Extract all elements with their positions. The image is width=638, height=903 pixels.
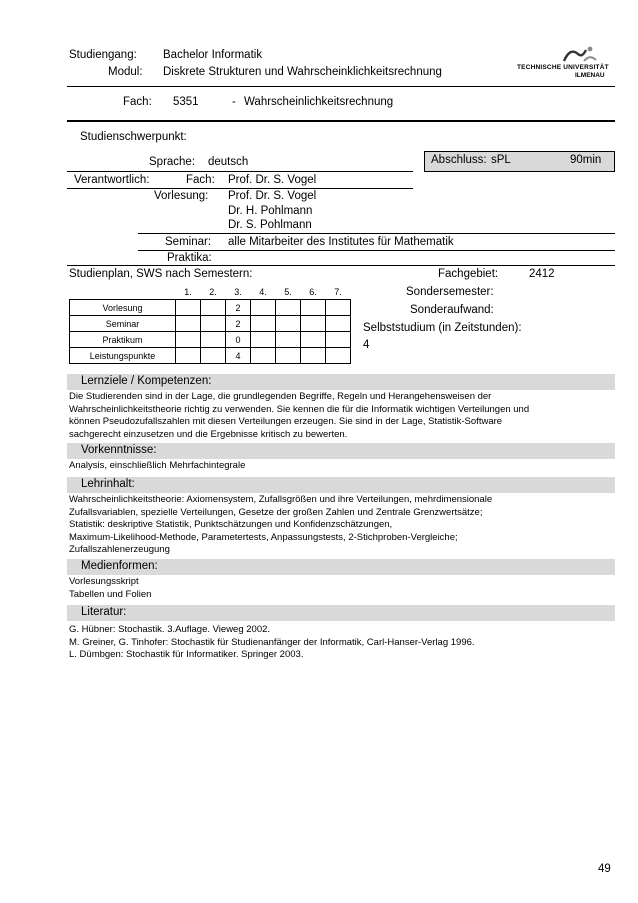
lehrinhalt-line: Statistik: deskriptive Statistik, Punktschätzungen und Konfidenzschätzungen,: [69, 519, 393, 530]
sws-cell: [251, 348, 276, 364]
sws-row-label: Seminar: [70, 316, 176, 332]
literatur-text: [69, 624, 475, 662]
lernziele-line: können Pseudozufallszahlen mit diesen Verteilungen erzeugen. Sie sind in der Lage, Statistik-Software: [69, 416, 503, 427]
sws-row-vorlesung: [70, 300, 351, 316]
medienformen-line: Vorlesungsskript: [69, 576, 139, 587]
fach-divider: [67, 120, 615, 122]
lehrinhalt-line: Zufallsvariablen, spezielle Verteilungen, Gesetze der großen Zahlen und Zentrale Grenzwertsätze;: [69, 506, 483, 518]
abschluss-duration: 90min: [570, 154, 602, 166]
sws-cell: [326, 332, 351, 348]
fach-dash: -: [232, 96, 236, 108]
verantwortlich-underline: [67, 188, 413, 189]
sws-sem-6: 6.: [301, 284, 326, 300]
lernziele-header: [67, 374, 615, 390]
sws-cell: [276, 332, 301, 348]
sws-cell: [251, 316, 276, 332]
sws-cell: [301, 332, 326, 348]
abschluss-box: [424, 151, 615, 172]
modul-value: Diskrete Strukturen und Wahrscheinklichkeitsrechnung: [163, 66, 442, 78]
seminar-value: alle Mitarbeiter des Institutes für Mathematik: [228, 236, 454, 248]
sws-cell: 2: [226, 300, 251, 316]
lehrinhalt-line: Wahrscheinlichkeitstheorie: Axiomensystem, Zufallsgrößen und ihre Verteilungen, mehrdimensionale: [69, 494, 493, 505]
logo-text-line2: ILMENAU: [575, 72, 605, 79]
lehrinhalt-line: Zufallszahlenerzeugung: [69, 544, 170, 555]
sws-cell: [301, 348, 326, 364]
sws-cell: 2: [226, 316, 251, 332]
praktika-label: Praktika:: [167, 252, 212, 264]
sws-cell: [201, 332, 226, 348]
seminar-label: Seminar:: [165, 236, 212, 248]
sws-cell: [276, 300, 301, 316]
sprache-underline: [67, 171, 413, 172]
vorkenntnisse-title: Vorkenntnisse:: [81, 444, 157, 456]
sws-row-leistungspunkte: [70, 348, 351, 364]
lehrinhalt-title: Lehrinhalt:: [81, 478, 135, 490]
sws-sem-3: 3.: [226, 284, 251, 300]
sws-cell: [276, 348, 301, 364]
literatur-line: M. Greiner, G. Tinhofer: Stochastik für Studienanfänger der Informatik, Carl-Hanser-Verlag 1996.: [69, 636, 475, 648]
sws-cell: [251, 332, 276, 348]
praktika-underline: [67, 265, 615, 266]
sws-cell: [276, 316, 301, 332]
sprache-value: deutsch: [208, 156, 249, 168]
studienplan-label: Studienplan, SWS nach Semestern:: [69, 268, 253, 280]
studiengang-label: Studiengang:: [69, 49, 137, 61]
vorlesung-underline: [138, 233, 615, 234]
medienformen-line: Tabellen und Folien: [69, 588, 152, 600]
sondersemester-label: Sondersemester:: [406, 286, 494, 298]
abschluss-label: Abschluss:: [431, 154, 487, 166]
logo-text-line1: TECHNISCHE UNIVERSITÄT: [517, 64, 609, 71]
sws-row-praktikum: [70, 332, 351, 348]
lernziele-title: Lernziele / Kompetenzen:: [81, 375, 212, 387]
fach-number: 5351: [173, 96, 199, 108]
sws-cell: [301, 316, 326, 332]
verantwortlich-fach-label: Fach:: [186, 174, 215, 186]
literatur-title: Literatur:: [81, 606, 127, 618]
lernziele-text: [69, 391, 529, 441]
vorlesung-lecturer-2: Dr. H. Pohlmann: [228, 205, 313, 217]
sws-cell: [251, 300, 276, 316]
sws-cell: [201, 316, 226, 332]
literatur-header: [67, 605, 615, 621]
sws-header-row: [70, 284, 351, 300]
sws-cell: [301, 300, 326, 316]
sws-row-label: Leistungspunkte: [70, 348, 176, 364]
sonderaufwand-label: Sonderaufwand:: [410, 304, 494, 316]
vorlesung-lecturer-3: Dr. S. Pohlmann: [228, 219, 312, 231]
sws-sem-2: 2.: [201, 284, 226, 300]
sws-cell: [176, 300, 201, 316]
fach-name: Wahrscheinlichkeitsrechnung: [244, 96, 394, 108]
sws-cell: [176, 316, 201, 332]
vorkenntnisse-line: Analysis, einschließlich Mehrfachintegrale: [69, 460, 246, 471]
modul-label: Modul:: [108, 66, 143, 78]
sws-cell: [326, 300, 351, 316]
vorlesung-lecturer-1: Prof. Dr. S. Vogel: [228, 190, 317, 202]
vorlesung-label: Vorlesung:: [154, 190, 209, 202]
sprache-label: Sprache:: [149, 156, 196, 168]
medienformen-text: [69, 576, 151, 601]
selbststudium-value: 4: [363, 339, 370, 351]
vorkenntnisse-text: [69, 460, 245, 473]
sws-cell: [201, 300, 226, 316]
fachgebiet-value: 2412: [529, 268, 555, 280]
verantwortlich-fach-value: Prof. Dr. S. Vogel: [228, 174, 317, 186]
literatur-line: L. Dümbgen: Stochastik für Informatiker. Springer 2003.: [69, 649, 304, 660]
sws-row-label: Praktikum: [70, 332, 176, 348]
sws-row-seminar: [70, 316, 351, 332]
vorkenntnisse-header: [67, 443, 615, 459]
sws-cell: [176, 332, 201, 348]
selbststudium-label: Selbststudium (in Zeitstunden):: [363, 322, 522, 334]
seminar-underline: [138, 250, 615, 251]
medienformen-header: [67, 559, 615, 575]
university-logo: [560, 44, 600, 64]
fachgebiet-label: Fachgebiet:: [438, 268, 499, 280]
lernziele-line: Wahrscheinlichkeitstheorie richtig zu verwenden. Sie kennen die für die Informatik wichtigen Verteilungen und: [69, 403, 530, 415]
lehrinhalt-header: [67, 477, 615, 493]
verantwortlich-label: Verantwortlich:: [74, 174, 150, 186]
lernziele-line: sachgerecht einzusetzen und die Ergebnisse kritisch zu bewerten.: [69, 428, 348, 440]
sws-cell: 4: [226, 348, 251, 364]
studiengang-value: Bachelor Informatik: [163, 49, 263, 61]
lehrinhalt-text: [69, 494, 492, 557]
lernziele-line: Die Studierenden sind in der Lage, die grundlegenden Begriffe, Regeln und Herangehensweisen der: [69, 391, 492, 402]
sws-cell: [326, 316, 351, 332]
university-logo-mark-icon: [560, 44, 600, 64]
sws-corner: [70, 284, 176, 300]
abschluss-value: sPL: [491, 154, 511, 166]
sws-sem-1: 1.: [176, 284, 201, 300]
lehrinhalt-line: Maximum-Likelihood-Methode, Parametertests, Anpassungstests, 2-Stichproben-Vergleiche;: [69, 531, 458, 543]
sws-cell: 0: [226, 332, 251, 348]
sws-sem-7: 7.: [326, 284, 351, 300]
sws-sem-5: 5.: [276, 284, 301, 300]
sws-row-label: Vorlesung: [70, 300, 176, 316]
studienschwerpunkt-label: Studienschwerpunkt:: [80, 131, 187, 143]
page-number: 49: [598, 863, 611, 875]
sws-cell: [326, 348, 351, 364]
fach-label: Fach:: [123, 96, 152, 108]
sws-table: [69, 284, 351, 364]
medienformen-title: Medienformen:: [81, 560, 158, 572]
sws-cell: [176, 348, 201, 364]
sws-cell: [201, 348, 226, 364]
header-divider: [67, 86, 615, 87]
literatur-line: G. Hübner: Stochastik. 3.Auflage. Vieweg 2002.: [69, 624, 271, 635]
sws-sem-4: 4.: [251, 284, 276, 300]
